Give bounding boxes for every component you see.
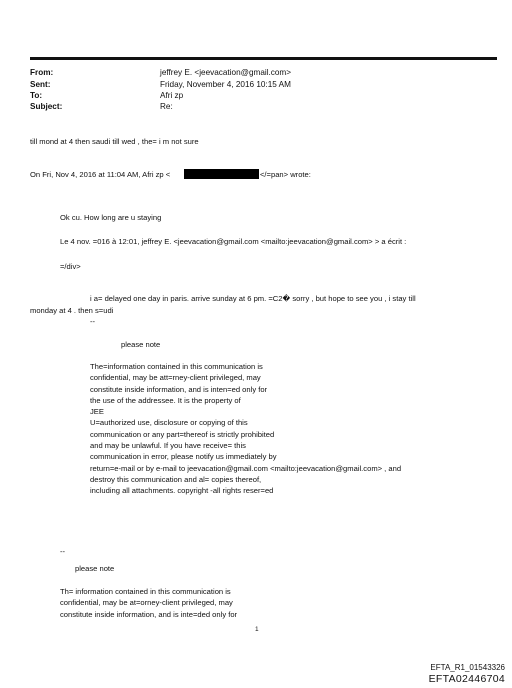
disclaimer-line: confidential, may be att=rney-client privileged, may [90, 373, 261, 383]
disclaimer-line: The=information contained in this communication is [90, 362, 263, 371]
disclaimer-line: return=e-mail or by e-mail to jeevacation@gmail.com <mailto:jeevacation@gmail.com> , and [90, 463, 402, 473]
quote-intro-after: </=pan> wrote: [260, 170, 311, 179]
disclaimer-line: including all attachments. copyright -all rights reser=ed [90, 486, 274, 496]
to-value: Afri zp [160, 91, 184, 100]
quote2-intro: Le 4 nov. =016 à 12:01, jeffrey E. <jeevacation@gmail.com <mailto:jeevacation@gmail.com> > a écrit : [60, 237, 407, 246]
subject-label: Subject: [30, 102, 63, 111]
disclaimer-1 [90, 361, 401, 497]
disclaimer-line: constitute inside information, and is inte=ded only for [60, 609, 238, 619]
reply-text: till mond at 4 then saudi till wed , the= i m not sure [30, 137, 199, 146]
disclaimer-line: and may be unlawful. If you have receive= this [90, 441, 246, 451]
please-note-2: please note [75, 564, 115, 573]
disclaimer-line: communication or any part=thereof is strictly prohibited [90, 429, 275, 439]
disclaimer-2 [60, 586, 237, 620]
quote-intro-before: On Fri, Nov 4, 2016 at 11:04 AM, Afri zp < [30, 170, 171, 179]
from-value: jeffrey E. <jeevacation@gmail.com> [160, 68, 292, 77]
div-close-text: =/div> [60, 262, 81, 271]
bates-id-large: EFTA02446704 [428, 673, 505, 685]
message-delayed-line2: monday at 4 . then s=udi [30, 306, 114, 315]
please-note-1: please note [121, 340, 161, 349]
subject-value: Re: [160, 102, 173, 111]
signature-dashes-1: -- [90, 317, 96, 326]
header-rule [30, 57, 497, 60]
sent-value: Friday, November 4, 2016 10:15 AM [160, 80, 291, 89]
disclaimer-line: JEE [90, 407, 104, 417]
to-label: To: [30, 91, 43, 100]
signature-dashes-2: -- [60, 547, 66, 556]
disclaimer-line: the use of the addressee. It is the property of [90, 395, 241, 405]
sent-label: Sent: [30, 80, 51, 89]
page-number: 1 [255, 626, 259, 633]
disclaimer-line: U=authorized use, disclosure or copying of this [90, 418, 248, 428]
disclaimer-line: Th= information contained in this communication is [60, 587, 231, 596]
redaction-box [184, 169, 259, 179]
disclaimer-line: confidential, may be at=orney-client privileged, may [60, 598, 233, 608]
disclaimer-line: destroy this communication and al= copies thereof, [90, 474, 262, 484]
disclaimer-line: constitute inside information, and is inten=ed only for [90, 384, 268, 394]
bates-id-small: EFTA_R1_01543326 [430, 663, 505, 672]
disclaimer-line: communication in error, please notify us immediately by [90, 452, 277, 462]
from-label: From: [30, 68, 54, 77]
message-ok-cu: Ok cu. How long are u staying [60, 213, 162, 222]
message-delayed-line1: i a= delayed one day in paris. arrive sunday at 6 pm. =C2� sorry , but hope to see you , i stay till [90, 294, 416, 303]
